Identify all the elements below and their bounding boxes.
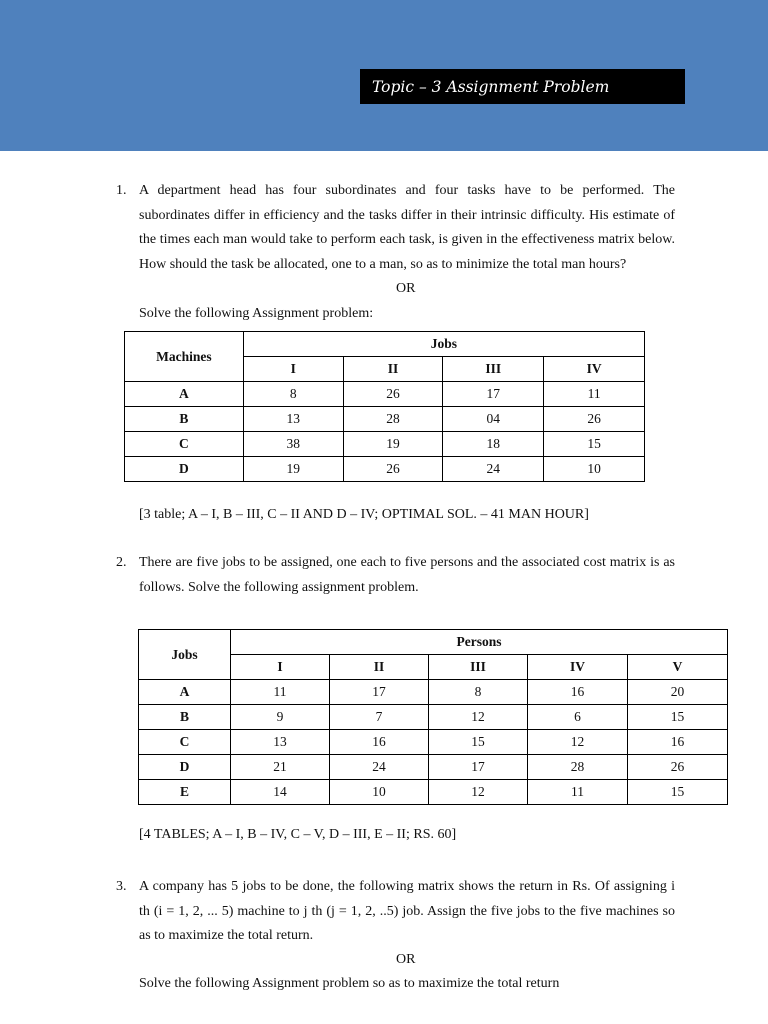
- table-cell: 18: [443, 432, 544, 457]
- table-cell: 6: [528, 705, 628, 730]
- table-cell: 16: [330, 730, 429, 755]
- table-cell: 10: [330, 780, 429, 805]
- table-cell: 12: [429, 705, 528, 730]
- question-2-text: There are five jobs to be assigned, one each to five persons and the associated cost matrix is as follows. Solve the following assignment problem.: [139, 555, 675, 595]
- table-2-corner: Jobs: [139, 630, 231, 680]
- row-label: D: [139, 755, 231, 780]
- table-cell: 15: [544, 432, 645, 457]
- table-1-corner: Machines: [125, 332, 244, 382]
- table-cell: 11: [528, 780, 628, 805]
- table-cell: 19: [243, 457, 343, 482]
- question-1-number: 1.: [116, 183, 127, 198]
- table-1-group-header: Jobs: [243, 332, 644, 357]
- table-cell: 20: [628, 680, 728, 705]
- table-cell: 17: [443, 382, 544, 407]
- table-row: [125, 382, 645, 407]
- table-1-col-header: II: [343, 357, 443, 382]
- question-3-number: 3.: [116, 879, 127, 894]
- row-label: A: [125, 382, 244, 407]
- table-cell: 12: [528, 730, 628, 755]
- table-row: [125, 432, 645, 457]
- table-cell: 17: [330, 680, 429, 705]
- question-2: [116, 551, 675, 600]
- question-1-alt: Solve the following Assignment problem:: [139, 306, 374, 321]
- table-cell: 7: [330, 705, 429, 730]
- table-cell: 19: [343, 432, 443, 457]
- table-cell: 26: [628, 755, 728, 780]
- question-1: [116, 179, 675, 277]
- row-label: D: [125, 457, 244, 482]
- table-row: [125, 457, 645, 482]
- table-row: [139, 680, 728, 705]
- table-cell: 16: [628, 730, 728, 755]
- header-banner: [0, 0, 768, 151]
- table-2-col-header: III: [429, 655, 528, 680]
- row-label: A: [139, 680, 231, 705]
- table-cell: 15: [628, 780, 728, 805]
- question-2-answer: [4 TABLES; A – I, B – IV, C – V, D – III, E – II; RS. 60]: [139, 827, 457, 842]
- table-cell: 12: [429, 780, 528, 805]
- question-3-or: OR: [396, 952, 416, 967]
- row-label: B: [125, 407, 244, 432]
- table-cell: 11: [544, 382, 645, 407]
- table-row: [125, 407, 645, 432]
- table-cell: 11: [231, 680, 330, 705]
- table-row: [139, 730, 728, 755]
- table-cell: 17: [429, 755, 528, 780]
- question-3-text: A company has 5 jobs to be done, the following matrix shows the return in Rs. Of assigning i th (i = 1, 2, ... 5) machine to j th (j = 1, 2, ..5) job. Assign the five jobs to the five machines so as to maximize the total return.: [139, 879, 675, 944]
- topic-title: Topic – 3 Assignment Problem: [360, 69, 685, 104]
- table-2-col-header: V: [628, 655, 728, 680]
- table-1: [124, 331, 645, 482]
- table-cell: 8: [429, 680, 528, 705]
- table-cell: 21: [231, 755, 330, 780]
- table-1-col-header: III: [443, 357, 544, 382]
- question-1-text: A department head has four subordinates and four tasks have to be performed. The subordinates differ in efficiency and the tasks differ in their intrinsic difficulty. His estimate of the times each man would take to perform each task, is given in the effectiveness matrix below. How should the task be allocated, one to a man, so as to minimize the total man hours?: [139, 183, 675, 272]
- table-2-col-header: I: [231, 655, 330, 680]
- question-1-or: OR: [396, 281, 416, 296]
- table-cell: 15: [628, 705, 728, 730]
- table-cell: 26: [343, 457, 443, 482]
- table-2: [138, 629, 728, 805]
- row-label: E: [139, 780, 231, 805]
- table-cell: 28: [343, 407, 443, 432]
- table-cell: 13: [231, 730, 330, 755]
- table-2-group-header: Persons: [231, 630, 728, 655]
- table-2-col-header: IV: [528, 655, 628, 680]
- table-cell: 13: [243, 407, 343, 432]
- row-label: B: [139, 705, 231, 730]
- table-cell: 15: [429, 730, 528, 755]
- table-cell: 9: [231, 705, 330, 730]
- table-cell: 38: [243, 432, 343, 457]
- question-3-alt: Solve the following Assignment problem so as to maximize the total return: [139, 976, 560, 991]
- table-row: [139, 780, 728, 805]
- table-1-col-header: IV: [544, 357, 645, 382]
- row-label: C: [139, 730, 231, 755]
- table-cell: 24: [330, 755, 429, 780]
- table-cell: 04: [443, 407, 544, 432]
- question-1-answer: [3 table; A – I, B – III, C – II AND D – IV; OPTIMAL SOL. – 41 MAN HOUR]: [139, 507, 589, 522]
- table-cell: 10: [544, 457, 645, 482]
- table-2-col-header: II: [330, 655, 429, 680]
- table-row: [139, 755, 728, 780]
- table-cell: 26: [343, 382, 443, 407]
- row-label: C: [125, 432, 244, 457]
- table-1-col-header: I: [243, 357, 343, 382]
- table-cell: 14: [231, 780, 330, 805]
- table-cell: 28: [528, 755, 628, 780]
- table-cell: 24: [443, 457, 544, 482]
- question-3: [116, 875, 675, 949]
- table-cell: 26: [544, 407, 645, 432]
- table-cell: 16: [528, 680, 628, 705]
- table-row: [139, 705, 728, 730]
- table-cell: 8: [243, 382, 343, 407]
- question-2-number: 2.: [116, 555, 127, 570]
